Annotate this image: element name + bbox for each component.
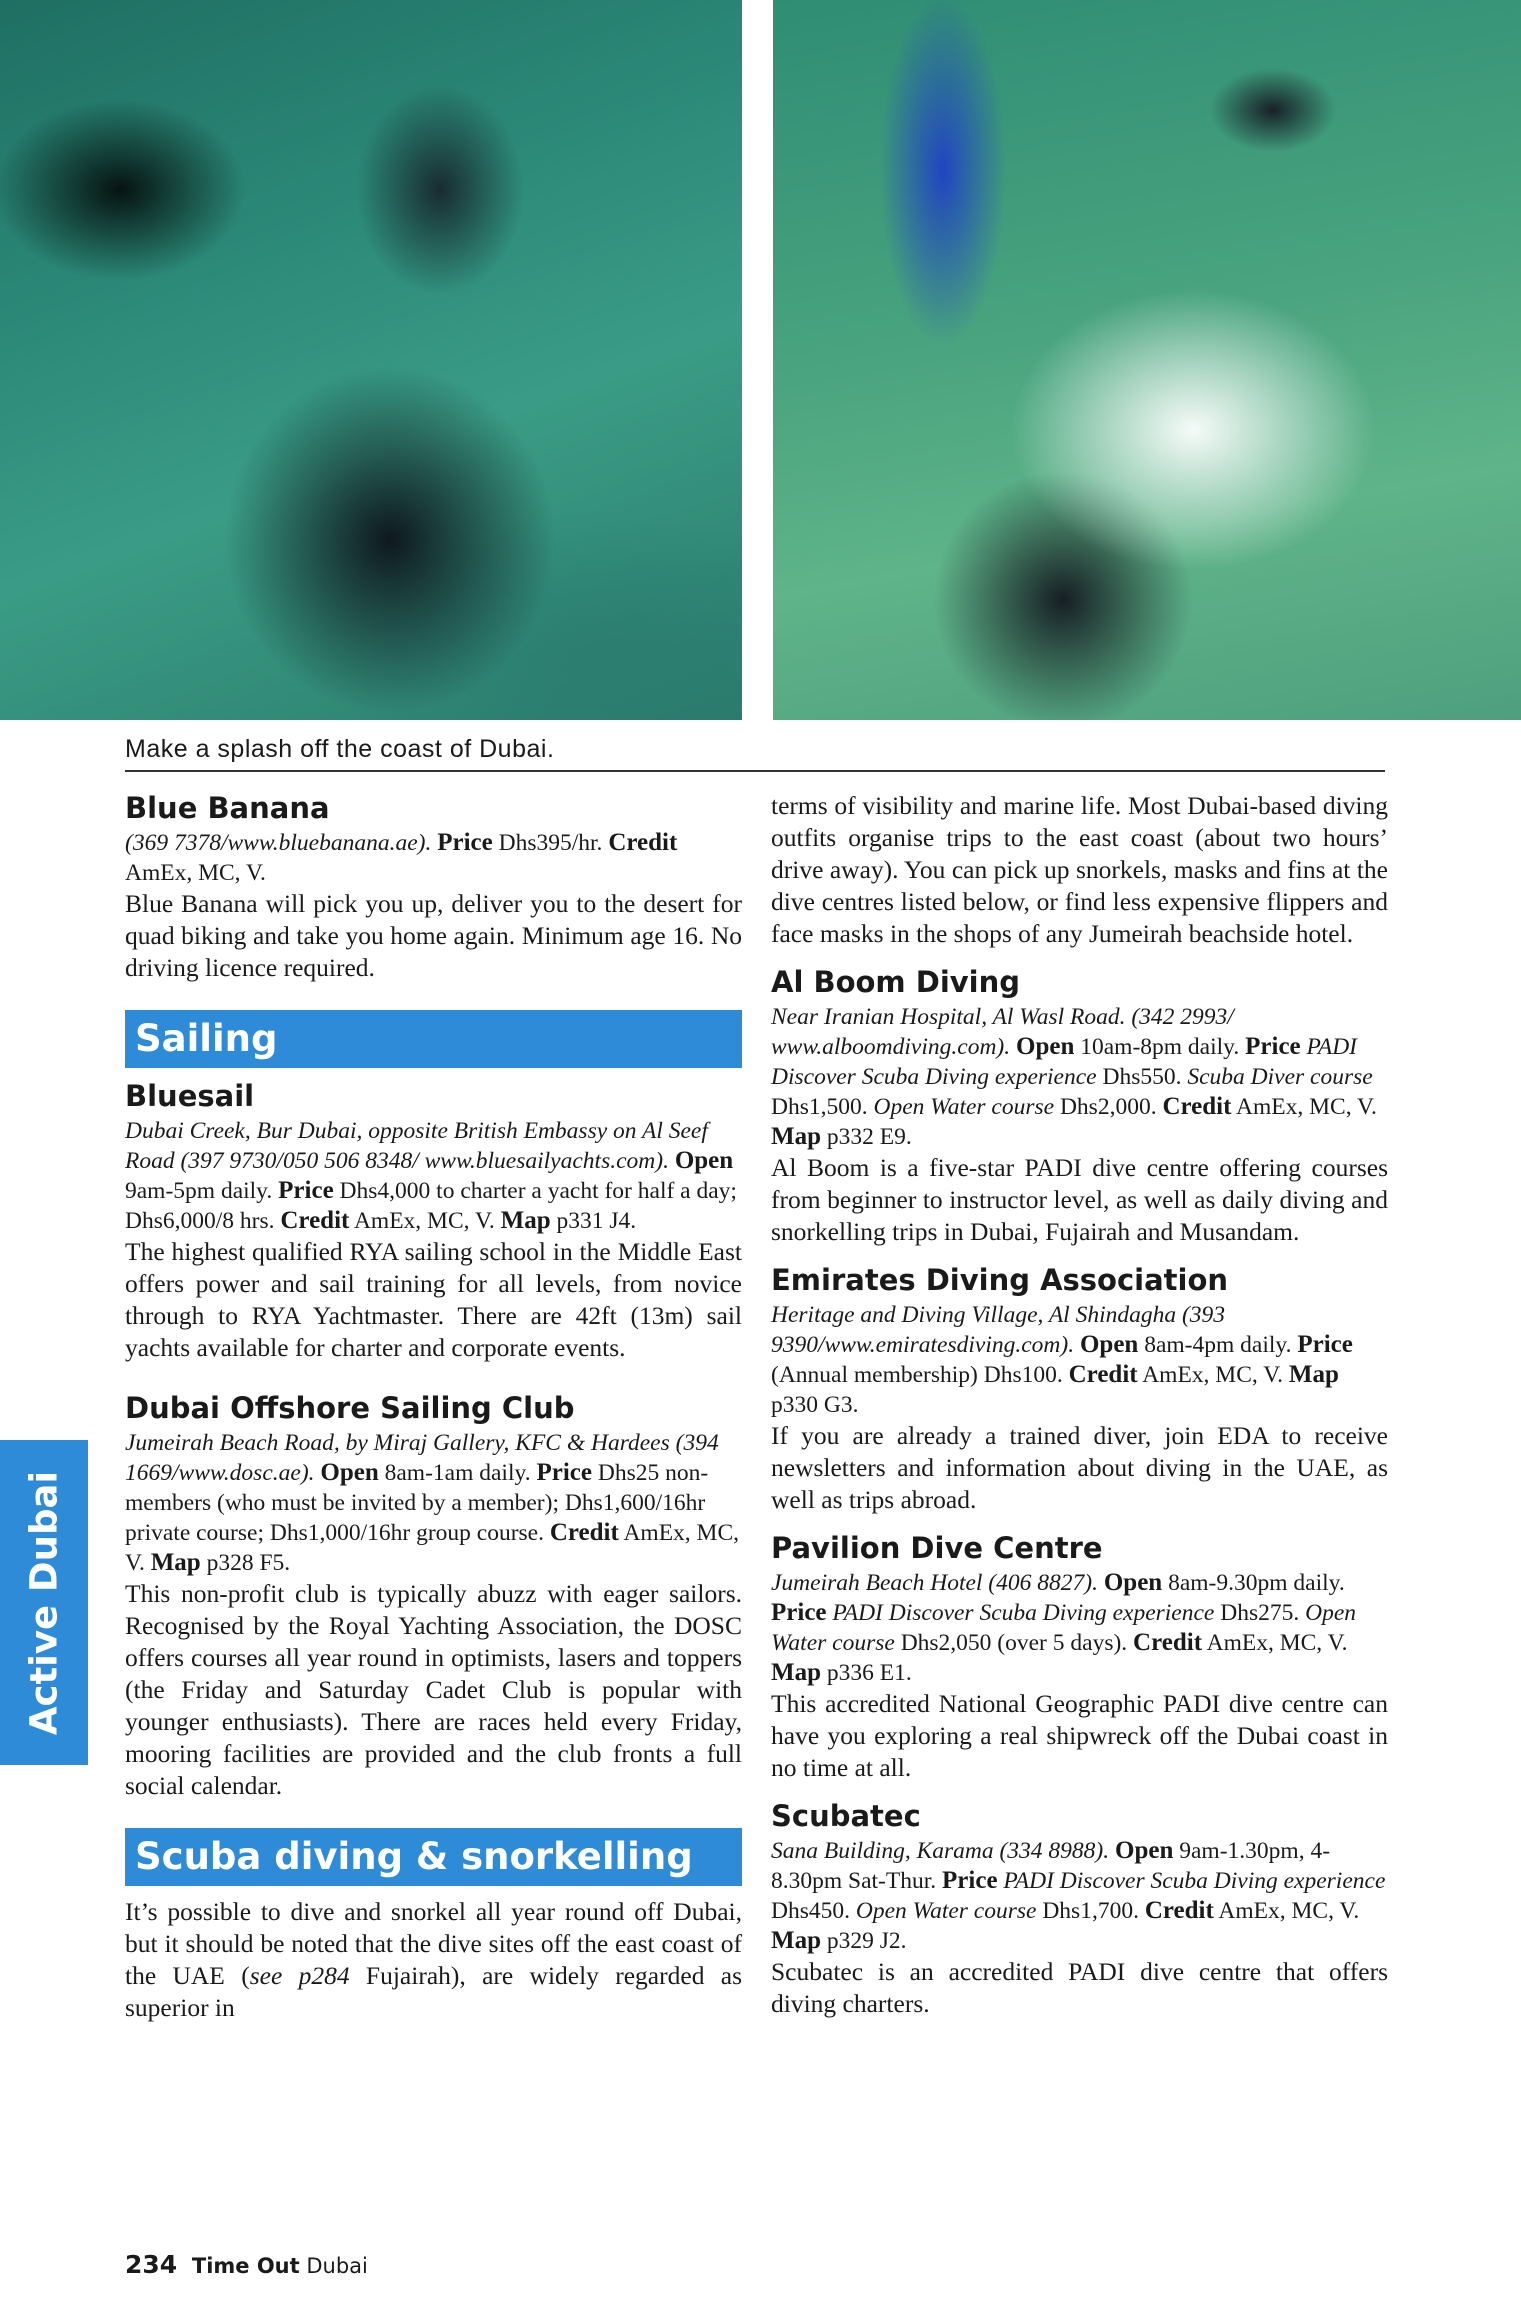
credit-label: Credit: [1162, 1093, 1232, 1120]
price-value: Dhs2,000.: [1059, 1094, 1157, 1120]
credit-value: AmEx, MC, V.: [353, 1208, 495, 1234]
open-label: Open: [1103, 1569, 1163, 1596]
price-item: Open Water course: [855, 1898, 1037, 1924]
entry-body-eda: If you are already a trained diver, join EDA to receive newsletters and information about diving in the UAE, as well as trips abroad.: [771, 1421, 1388, 1514]
entry-meta-bluesail: [125, 1116, 742, 1236]
open-value: 8am-4pm daily.: [1144, 1332, 1292, 1358]
price-label: Price: [278, 1177, 334, 1204]
price-label: Price: [437, 829, 493, 856]
credit-label: Credit: [1068, 1361, 1138, 1388]
side-section-tab-label: Active Dubai: [22, 1470, 66, 1735]
price-item: Scuba Diver course: [1187, 1064, 1373, 1090]
price-item: Open Water course: [771, 1600, 1357, 1656]
map-label: Map: [771, 1927, 821, 1954]
entry-title-eda: Emirates Diving Association: [771, 1263, 1229, 1297]
price-value: (Annual membership) Dhs100.: [771, 1362, 1063, 1388]
left-column: [125, 790, 742, 2024]
map-label: Map: [771, 1659, 821, 1686]
price-item: Open Water course: [873, 1094, 1055, 1120]
entry-meta-blue-banana: [125, 828, 742, 888]
map-label: Map: [150, 1549, 201, 1576]
entry-title-blue-banana: Blue Banana: [125, 791, 330, 825]
scuba-intro-part2: Fujairah), are widely regarded as superior in: [125, 1961, 743, 2022]
map-label: Map: [500, 1207, 551, 1234]
open-value: 8am-9.30pm daily.: [1168, 1570, 1345, 1596]
entry-title-dosc: Dubai Offshore Sailing Club: [125, 1391, 575, 1425]
map-value: p330 G3.: [771, 1392, 859, 1418]
credit-value: AmEx, MC, V.: [1236, 1094, 1377, 1120]
entry-title-bluesail: Bluesail: [125, 1079, 255, 1113]
price-item: PADI Discover Scuba Diving experience: [832, 1600, 1215, 1626]
entry-body-al-boom: Al Boom is a five-star PADI dive centre offering courses from beginner to instructor level, as well as daily diving and snorkelling trips in Dubai, Fujairah and Musandam.: [771, 1153, 1388, 1246]
footer-brand: Time Out: [191, 2254, 300, 2278]
open-value: 9am-5pm daily.: [125, 1178, 273, 1204]
address: Jumeirah Beach Road, by Miraj Gallery, KFC & Hardees (394 1669/www.dosc.ae).: [125, 1430, 719, 1486]
credit-value: AmEx, MC, V.: [125, 1520, 739, 1576]
map-value: p336 E1.: [826, 1660, 912, 1686]
credit-label: Credit: [1133, 1629, 1203, 1656]
credit-value: AmEx, MC, V.: [1218, 1898, 1360, 1924]
scuba-intro-ref: see p284: [249, 1961, 350, 1990]
price-value: Dhs275.: [1220, 1600, 1300, 1626]
price-value: Dhs450.: [771, 1898, 850, 1924]
credit-label: Credit: [280, 1207, 350, 1234]
price-label: Price: [771, 1599, 827, 1626]
entry-body-bluesail: The highest qualified RYA sailing school in the Middle East offers power and sail training for all levels, from novice through to RYA Yachtmaster. There are 42ft (13m) sail yachts available for charter and corporate events.: [125, 1237, 742, 1362]
open-label: Open: [674, 1147, 734, 1174]
entry-body-dosc: This non-profit club is typically abuzz with eager sailors. Recognised by the Royal Yachting Association, the DOSC offers courses all year round in optimists, lasers and toppers (the Friday and Saturday Cadet Club is popular with younger enthusiasts). There are races held every Friday, mooring facilities are provided and the club fronts a full social calendar.: [125, 1579, 742, 1800]
entry-meta-dosc: [125, 1428, 742, 1578]
price-value: Dhs25 non-members (who must be invited by a member); Dhs1,600/16hr private course; Dhs1,000/16hr group course.: [125, 1460, 709, 1546]
price-label: Price: [1297, 1331, 1353, 1358]
price-value: Dhs4,000 to charter a yacht for half a day; Dhs6,000/8 hrs.: [125, 1178, 737, 1234]
section-heading-sailing: Sailing: [125, 1010, 742, 1068]
open-label: Open: [1079, 1331, 1139, 1358]
address: Near Iranian Hospital, Al Wasl Road. (342 2993/ www.alboomdiving.com).: [771, 1004, 1234, 1060]
open-value: 8am-1am daily.: [384, 1460, 531, 1486]
price-item: PADI Discover Scuba Diving experience: [1003, 1868, 1386, 1894]
entry-title-al-boom: Al Boom Diving: [771, 965, 1021, 999]
divers-photo: [0, 0, 742, 720]
price-value: Dhs1,500.: [771, 1094, 868, 1120]
price-label: Price: [536, 1459, 592, 1486]
entry-body-blue-banana: Blue Banana will pick you up, deliver you to the desert for quad biking and take you home again. Minimum age 16. No driving licence required.: [125, 889, 742, 982]
map-label: Map: [771, 1123, 821, 1150]
price-value: Dhs550.: [1102, 1064, 1182, 1090]
credit-value: AmEx, MC, V.: [1142, 1362, 1284, 1388]
splash-photo: [773, 0, 1521, 720]
map-label: Map: [1288, 1361, 1339, 1388]
price-item: PADI Discover Scuba Diving experience: [771, 1034, 1358, 1090]
credit-value: AmEx, MC, V.: [1206, 1630, 1348, 1656]
map-value: p331 J4.: [556, 1208, 637, 1234]
address: Sana Building, Karama (334 8988).: [771, 1838, 1110, 1864]
right-column: [771, 790, 1388, 2020]
open-label: Open: [1115, 1837, 1174, 1864]
address: Heritage and Diving Village, Al Shindagha (393 9390/www.emiratesdiving.com).: [771, 1302, 1226, 1358]
credit-label: Credit: [608, 829, 678, 856]
map-value: p332 E9.: [826, 1124, 912, 1150]
open-label: Open: [1016, 1033, 1075, 1060]
credit-label: Credit: [1144, 1897, 1214, 1924]
credit-label: Credit: [549, 1519, 619, 1546]
contact: (369 7378/www.bluebanana.ae).: [125, 830, 432, 856]
open-label: Open: [320, 1459, 379, 1486]
address: Dubai Creek, Bur Dubai, opposite British Embassy on Al Seef Road (397 9730/050 506 8348/ www.bluesailyachts.com).: [125, 1118, 708, 1174]
open-value: 9am-1.30pm, 4-8.30pm Sat-Thur.: [771, 1838, 1331, 1894]
entry-meta-al-boom: [771, 1002, 1388, 1152]
page-footer: [125, 2250, 368, 2281]
price-value: Dhs1,700.: [1042, 1898, 1139, 1924]
map-value: p328 F5.: [206, 1550, 291, 1576]
open-value: 10am-8pm daily.: [1080, 1034, 1240, 1060]
entry-title-pavilion: Pavilion Dive Centre: [771, 1531, 1103, 1565]
price-value: Dhs2,050 (over 5 days).: [900, 1630, 1128, 1656]
price-label: Price: [1245, 1033, 1301, 1060]
entry-title-scubatec: Scubatec: [771, 1799, 921, 1833]
section-heading-scuba: Scuba diving & snorkelling: [125, 1828, 742, 1886]
footer-city: Dubai: [306, 2254, 368, 2278]
entry-meta-pavilion: [771, 1568, 1388, 1688]
credit-value: AmEx, MC, V.: [125, 860, 266, 886]
photo-caption: Make a splash off the coast of Dubai.: [125, 728, 1385, 772]
address: Jumeirah Beach Hotel (406 8827).: [771, 1570, 1098, 1596]
price-value: Dhs395/hr.: [498, 830, 603, 856]
scuba-intro-part1: It’s possible to dive and snorkel all year round off Dubai, but it should be noted that the dive sites off the east coast of the UAE (: [125, 1897, 742, 1990]
entry-meta-eda: [771, 1300, 1388, 1420]
entry-meta-scubatec: [771, 1836, 1388, 1956]
side-section-tab: [0, 1440, 88, 1765]
entry-body-pavilion: This accredited National Geographic PADI dive centre can have you exploring a real shipwreck off the Dubai coast in no time at all.: [771, 1689, 1388, 1782]
entry-body-scubatec: Scubatec is an accredited PADI dive centre that offers diving charters.: [771, 1957, 1388, 2018]
scuba-intro: [125, 1896, 742, 2024]
scuba-intro-continued: terms of visibility and marine life. Most Dubai-based diving outfits organise trips to the east coast (about two hours’ drive away). You can pick up snorkels, masks and fins at the dive centres listed below, or find less expensive flippers and face masks in the shops of any Jumeirah beachside hotel.: [771, 791, 1388, 948]
price-label: Price: [942, 1867, 998, 1894]
map-value: p329 J2.: [826, 1928, 907, 1954]
page-number: 234: [125, 2250, 178, 2279]
